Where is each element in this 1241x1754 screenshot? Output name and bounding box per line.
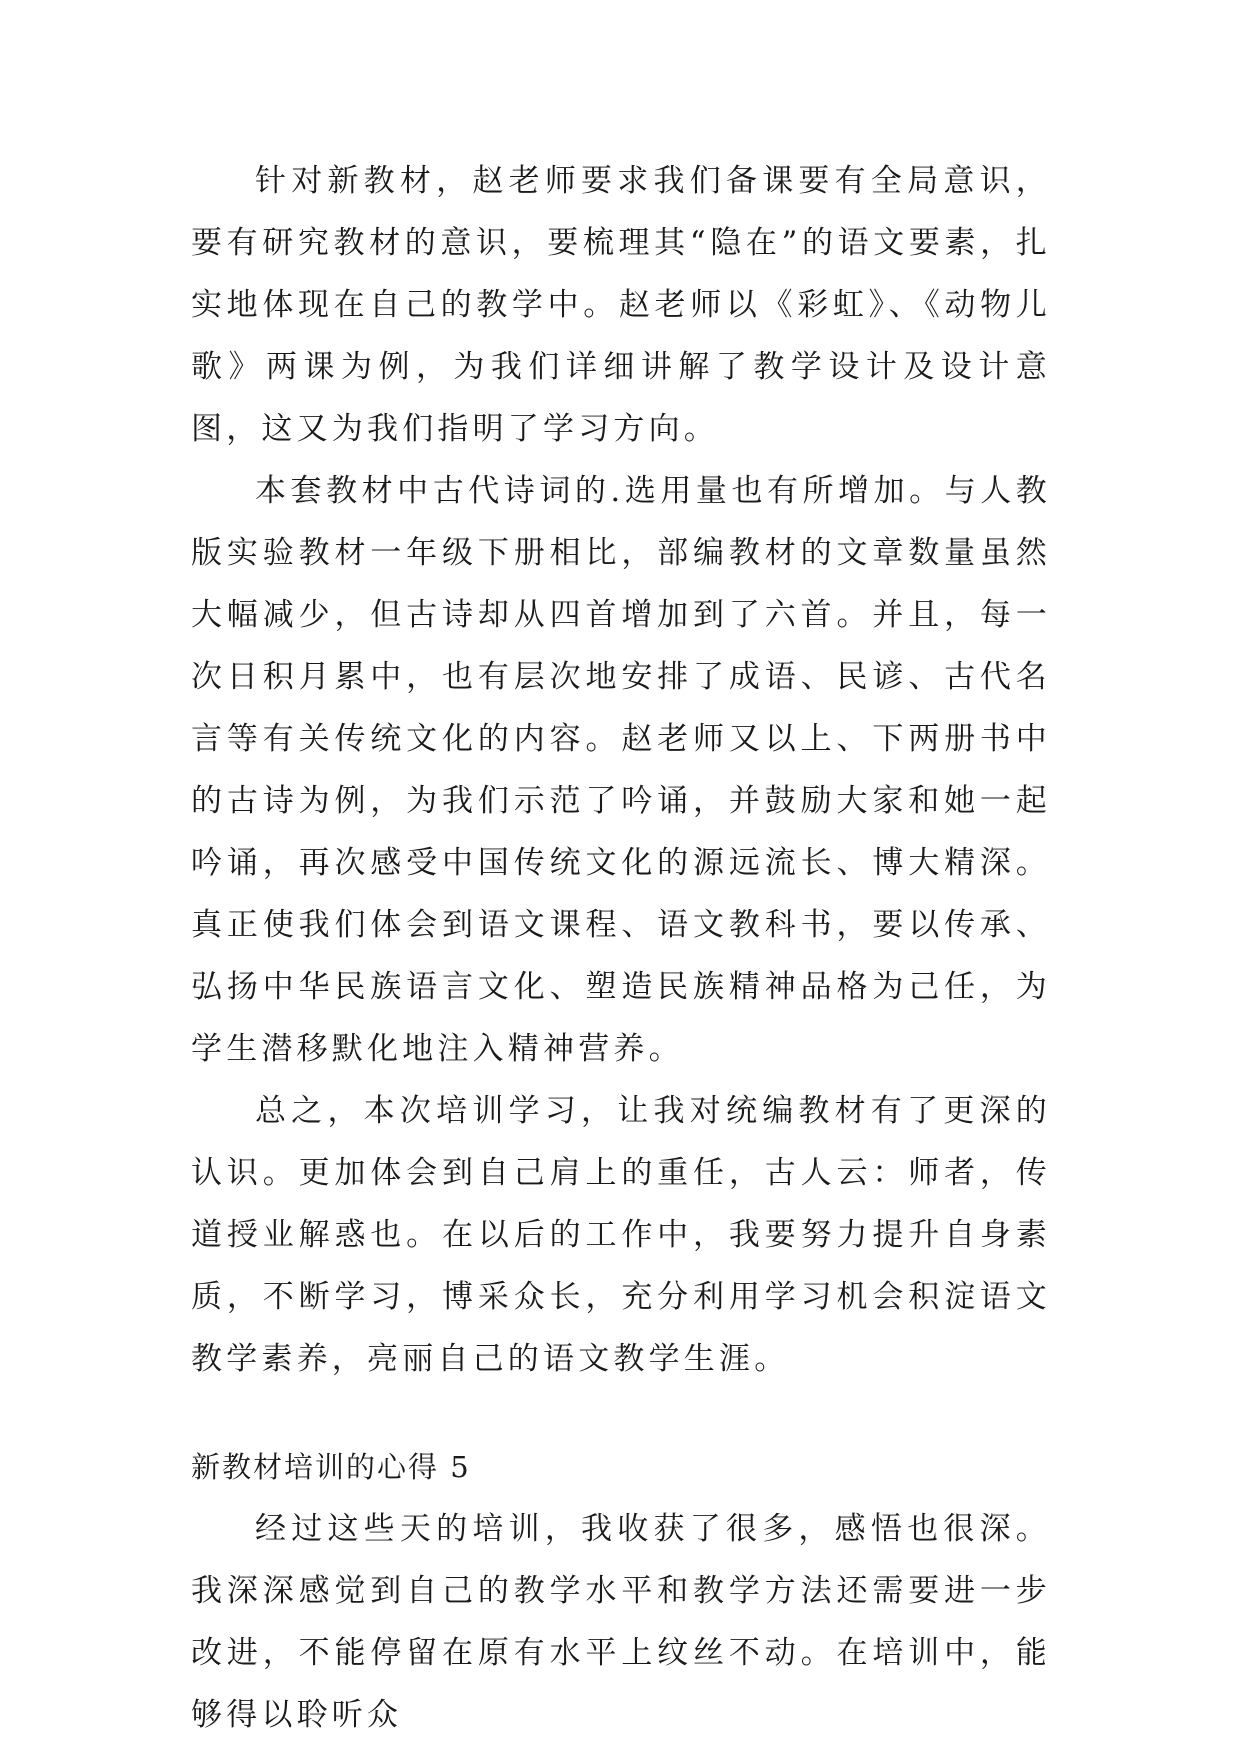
document-body — [191, 150, 1051, 1746]
paragraph-training-reflection: 经过这些天的培训，我收获了很多，感悟也很深。我深深感觉到自己的教学水平和教学方法还需要进一步改进，不能停留在原有水平上纹丝不动。在培训中，能够得以聆听众 — [191, 1511, 1051, 1733]
paragraph-new-textbook-lesson-prep: 针对新教材，赵老师要求我们备课要有全局意识，要有研究教材的意识，要梳理其“隐在”的语文要素，扎实地体现在自己的教学中。赵老师以《彩虹》、《动物儿歌》两课为例，为我们详细讲解了教学设计及设计意图，这又为我们指明了学习方向。 — [191, 163, 1051, 447]
section-heading: 新教材培训的心得 5 — [191, 1450, 471, 1484]
paragraph-conclusion: 总之，本次培训学习，让我对统编教材有了更深的认识。更加体会到自己肩上的重任，古人云：师者，传道授业解惑也。在以后的工作中，我要努力提升自身素质，不断学习，博采众长，充分利用学习机会积淀语文教学素养，亮丽自己的语文教学生涯。 — [191, 1093, 1051, 1377]
paragraph-classical-poetry: 本套教材中古代诗词的.选用量也有所增加。与人教版实验教材一年级下册相比，部编教材的文章数量虽然大幅减少，但古诗却从四首增加到了六首。并且，每一次日积月累中，也有层次地安排了成语、民谚、古代名言等有关传统文化的内容。赵老师又以上、下两册书中的古诗为例，为我们示范了吟诵，并鼓励大家和她一起吟诵，再次感受中国传统文化的源远流长、博大精深。真正使我们体会到语文课程、语文教科书，要以传承、弘扬中华民族语言文化、塑造民族精神品格为己任，为学生潜移默化地注入精神营养。 — [191, 473, 1051, 1067]
